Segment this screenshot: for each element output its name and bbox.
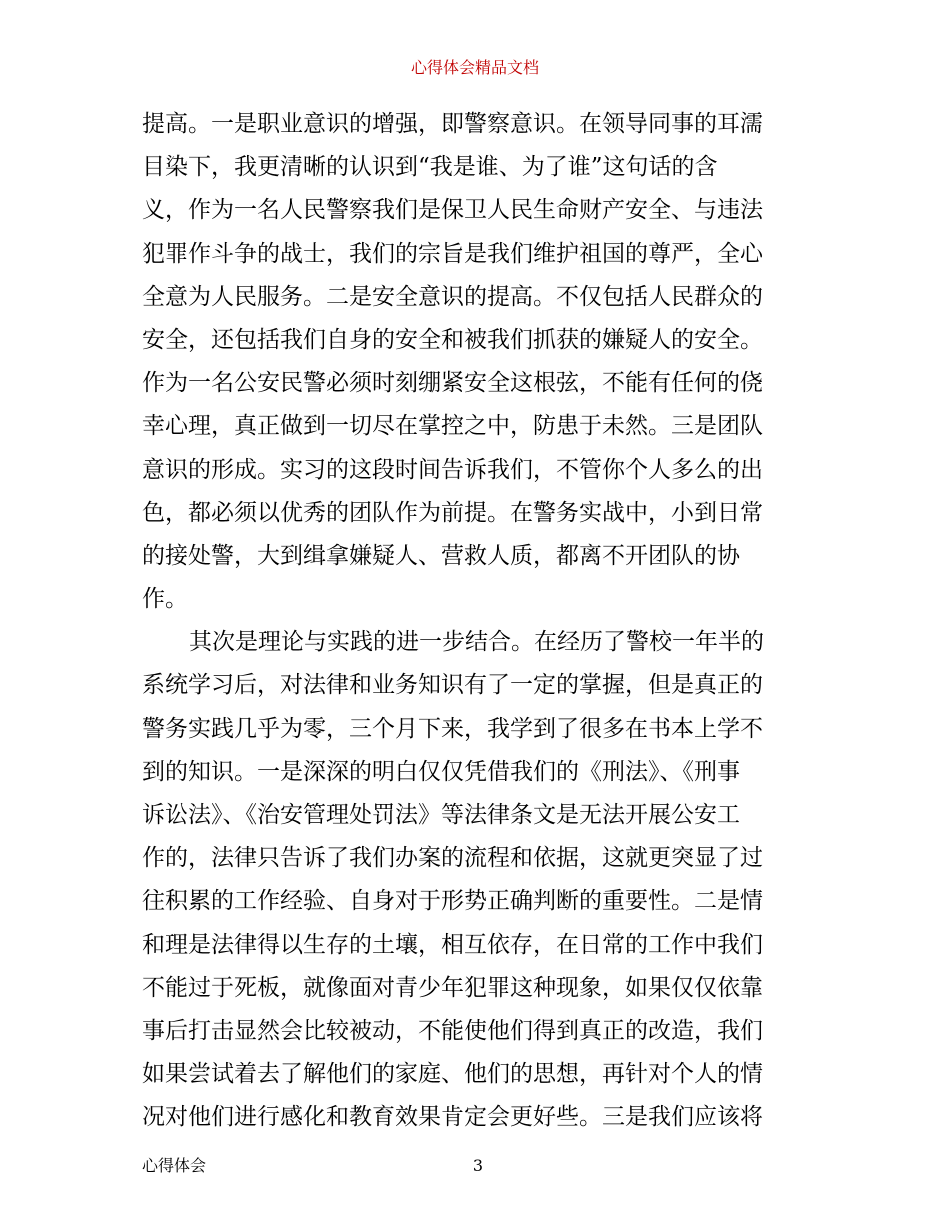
paragraph-start-line: 其次是理论与实践的进一步结合。在经历了警校一年半的	[189, 629, 764, 656]
text-line: 幸心理，真正做到一切尽在掌控之中，防患于未然。三是团队	[142, 413, 763, 440]
text-line: 作为一名公安民警必须时刻绷紧安全这根弦，不能有任何的侥	[142, 370, 763, 397]
text-line: 提高。一是职业意识的增强，即警察意识。在领导同事的耳濡	[142, 111, 763, 137]
text-line: 如果尝试着去了解他们的家庭、他们的思想，再针对个人的情	[142, 1061, 763, 1088]
text-line: 意识的形成。实习的这段时间告诉我们，不管你个人多么的出	[142, 456, 763, 483]
document-body	[142, 103, 812, 1140]
text-line: 作。	[142, 586, 188, 613]
text-line: 犯罪作斗争的战士，我们的宗旨是我们维护祖国的尊严，全心	[142, 240, 763, 267]
text-line: 到的知识。一是深深的明白仅仅凭借我们的《刑法》、《刑事	[142, 758, 740, 785]
text-line: 警务实践几乎为零，三个月下来，我学到了很多在书本上学不	[142, 715, 763, 742]
text-line: 目染下，我更清晰的认识到“我是谁、为了谁”这句话的含	[142, 154, 718, 181]
text-line: 和理是法律得以生存的土壤，相互依存，在日常的工作中我们	[142, 931, 763, 958]
page-number: 3	[472, 1156, 484, 1175]
footer-label: 心得体会	[142, 1156, 207, 1175]
text-line: 诉讼法》、《治安管理处罚法》等法律条文是无法开展公安工	[142, 802, 740, 828]
text-line: 系统学习后，对法律和业务知识有了一定的掌握，但是真正的	[142, 672, 763, 699]
text-line: 不能过于死板，就像面对青少年犯罪这种现象，如果仅仅依靠	[142, 974, 763, 1001]
text-line: 色，都必须以优秀的团队作为前提。在警务实战中，小到日常	[142, 499, 763, 526]
text-line: 义，作为一名人民警察我们是保卫人民生命财产安全、与违法	[142, 197, 763, 224]
text-line: 作的，法律只告诉了我们办案的流程和依据，这就更突显了过	[142, 845, 763, 872]
text-line: 的接处警，大到缉拿嫌疑人、营救人质，都离不开团队的协	[142, 542, 740, 569]
text-line: 往积累的工作经验、自身对于形势正确判断的重要性。二是情	[142, 888, 763, 915]
text-line: 全意为人民服务。二是安全意识的提高。不仅包括人民群众的	[142, 283, 763, 310]
text-line: 安全，还包括我们自身的安全和被我们抓获的嫌疑人的安全。	[142, 326, 763, 353]
header-title: 心得体会精品文档	[410, 58, 539, 77]
text-line: 事后打击显然会比较被动，不能使他们得到真正的改造，我们	[142, 1017, 763, 1044]
text-line: 况对他们进行感化和教育效果肯定会更好些。三是我们应该将	[142, 1104, 763, 1131]
